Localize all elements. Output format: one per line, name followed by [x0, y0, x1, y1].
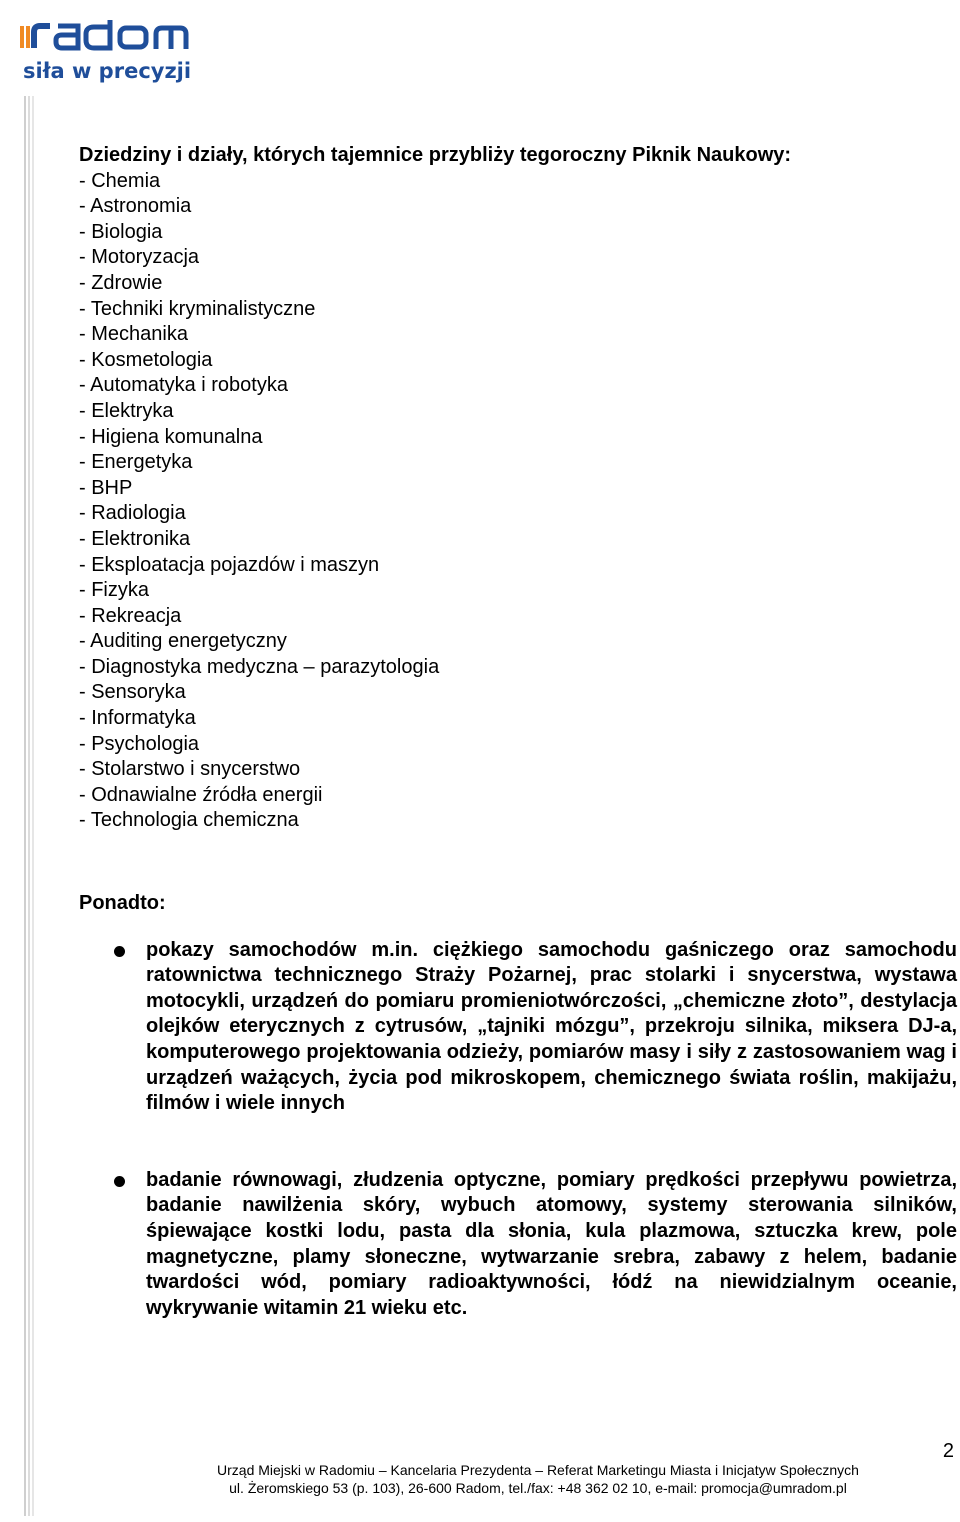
- category-item: - Rekreacja: [79, 604, 182, 627]
- category-item: - Elektryka: [79, 399, 174, 422]
- category-item: - Energetyka: [79, 451, 193, 474]
- category-item: - Stolarstwo i snycerstwo: [79, 758, 301, 781]
- category-item: - Biologia: [79, 220, 163, 243]
- category-item: - Diagnostyka medyczna – parazytologia: [79, 655, 440, 678]
- category-item: - BHP: [79, 476, 133, 499]
- bullet-dot-icon: [114, 1176, 125, 1187]
- footer-line-address: ul. Żeromskiego 53 (p. 103), 26-600 Radom, tel./fax: +48 362 02 10, e-mail: promocja@umradom.pl: [229, 1480, 847, 1496]
- logo-tagline: siła w precyzji: [23, 59, 192, 83]
- section-heading: Dziedziny i działy, których tajemnice przybliży tegoroczny Piknik Naukowy:: [79, 144, 792, 166]
- category-item: - Radiologia: [79, 502, 186, 525]
- category-item: - Chemia: [79, 169, 161, 192]
- footer-line-office: Urząd Miejski w Radomiu – Kancelaria Prezydenta – Referat Marketingu Miasta i Inicjatyw Społecznych: [217, 1462, 859, 1478]
- category-item: - Astronomia: [79, 195, 192, 218]
- category-item: - Kosmetologia: [79, 348, 213, 371]
- category-item: - Zdrowie: [79, 271, 163, 294]
- category-item: - Auditing energetyczny: [79, 630, 287, 653]
- category-item: - Psychologia: [79, 732, 200, 755]
- category-item: - Eksploatacja pojazdów i maszyn: [79, 553, 380, 576]
- categories-list: [79, 169, 959, 834]
- document-body: [79, 143, 959, 1321]
- category-item: - Informatyka: [79, 707, 196, 730]
- category-item: - Techniki kryminalistyczne: [79, 297, 316, 320]
- category-item: - Automatyka i robotyka: [79, 374, 288, 397]
- bullet-item: [79, 1168, 957, 1322]
- more-heading: Ponadto:: [79, 892, 166, 915]
- category-item: - Motoryzacja: [79, 246, 200, 269]
- category-item: - Odnawialne źródła energii: [79, 783, 323, 806]
- bullet-item: [79, 938, 957, 1117]
- category-item: - Fizyka: [79, 579, 149, 602]
- bullet-text: pokazy samochodów m.in. ciężkiego samochodu gaśniczego oraz samochodu ratownictwa technicznego Straży Pożarnej, prac stolarki i snycerstwa, wystawa motocykli, urządzeń do pomiaru promieniotwórczości, „chemiczne złoto”, destylacja olejków eterycznych z cytrusów, „tajniki mózgu”, przekroju silnika, miksera DJ-a, komputerowego projektowania odzieży, pomiarów masy i siły z zastosowaniem wag i urządzeń ważących, życia pod mikroskopem, chemicznego świata roślin, makijażu, filmów i wiele innych: [146, 938, 957, 1115]
- decorative-stripes: [24, 96, 36, 1516]
- attractions-list: [79, 938, 959, 1322]
- category-item: - Technologia chemiczna: [79, 809, 299, 832]
- bullet-dot-icon: [114, 946, 125, 957]
- radom-logo: [18, 18, 218, 88]
- bullet-text: badanie równowagi, złudzenia optyczne, pomiary prędkości przepływu powietrza, badanie nawilżenia skóry, wybuch atomowy, systemy sterowania silników, śpiewające kostki lodu, pasta dla słonia, kula plazmowa, sztuczka krew, pole magnetyczne, plamy słoneczne, wytwarzanie srebra, zabawy z helem, badanie twardości wód, pomiary radioaktywności, łódź na niewidzialnym oceanie, wykrywanie witamin 21 wieku etc.: [146, 1168, 957, 1319]
- footer: [148, 1461, 928, 1497]
- category-item: - Mechanika: [79, 323, 188, 346]
- category-item: - Sensoryka: [79, 681, 186, 704]
- category-item: - Elektronika: [79, 527, 191, 550]
- category-item: - Higiena komunalna: [79, 425, 263, 448]
- page-number: 2: [942, 1440, 954, 1462]
